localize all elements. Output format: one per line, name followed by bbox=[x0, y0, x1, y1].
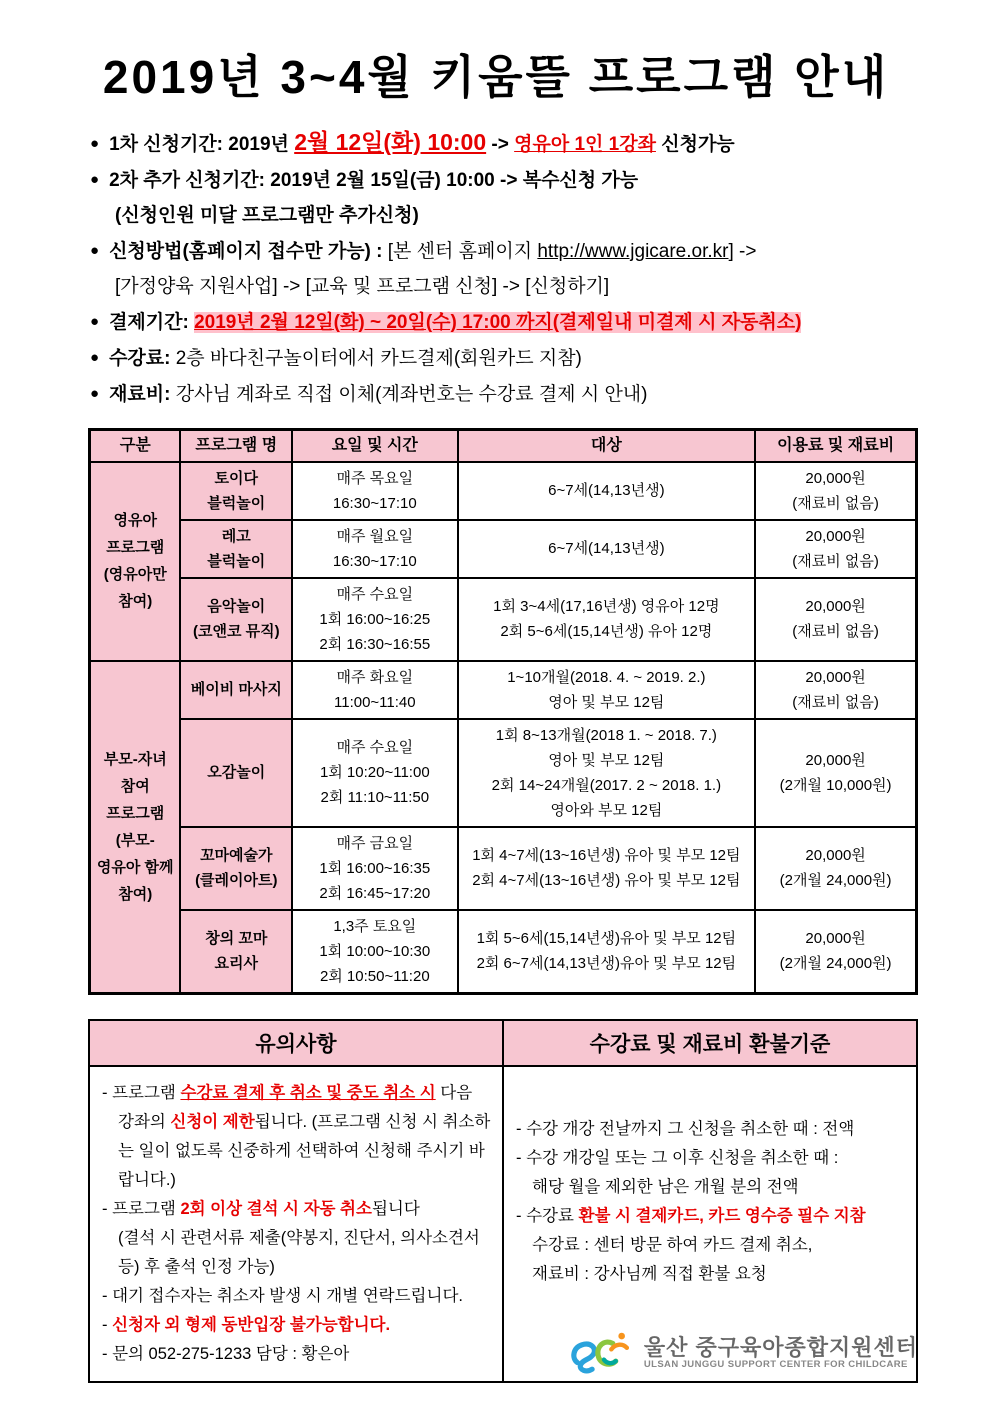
text-segment: 대기 접수자는 취소자 발생 시 개별 연락드립니다. bbox=[112, 1286, 463, 1305]
note-line bbox=[516, 1144, 906, 1173]
page-title: 2019년 3~4월 키움뜰 프로그램 안내 bbox=[102, 51, 890, 103]
bullet-line bbox=[90, 125, 932, 162]
text-segment: 신청방법(홈페이지 접수만 가능) : bbox=[109, 240, 388, 262]
cell-line: 오감놀이 bbox=[207, 764, 266, 782]
schedule-cell bbox=[292, 719, 457, 827]
bullet-list bbox=[90, 125, 932, 412]
fee-cell bbox=[755, 910, 916, 994]
cell-line: 영아 및 부모 12팀 bbox=[548, 751, 665, 769]
column-header: 대상 bbox=[458, 429, 756, 462]
program-name-cell bbox=[180, 910, 292, 994]
cell-line: 2회 4~7세(13~16년생) 유아 및 부모 12팀 bbox=[472, 872, 741, 890]
cell-line: 2회 5~6세(15,14년생) 유아 12명 bbox=[500, 623, 713, 641]
center-logo-icon bbox=[570, 1329, 632, 1377]
fee-cell bbox=[755, 578, 916, 661]
cell-line: 매주 화요일 bbox=[336, 668, 414, 686]
note-line bbox=[102, 1224, 492, 1282]
dash-marker: - bbox=[102, 1199, 113, 1218]
cell-line: 20,000원 bbox=[805, 598, 866, 616]
column-header: 요일 및 시간 bbox=[292, 429, 457, 462]
cell-line: 20,000원 bbox=[805, 847, 866, 865]
cell-line: (재료비 없음) bbox=[792, 693, 879, 711]
text-segment: [본 센터 홈페이지 bbox=[387, 240, 538, 262]
cell-line: 블럭놀이 bbox=[207, 494, 266, 512]
cell-line: 20,000원 bbox=[805, 751, 866, 769]
target-cell bbox=[458, 520, 756, 578]
bullet-icon: ● bbox=[90, 134, 100, 152]
dash-marker: - bbox=[516, 1206, 527, 1225]
target-cell bbox=[458, 719, 756, 827]
program-table-body bbox=[90, 462, 917, 994]
cell-line: 1회 3~4세(17,16년생) 영유아 12명 bbox=[493, 598, 720, 616]
note-line bbox=[516, 1202, 906, 1231]
text-segment: 수강료 결제 후 취소 및 중도 취소 시 bbox=[180, 1083, 436, 1102]
text-segment: 프로그램 bbox=[112, 1083, 181, 1102]
bullet-icon: ● bbox=[90, 312, 100, 330]
cell-line: 베이비 마사지 bbox=[190, 681, 282, 699]
program-table bbox=[88, 428, 918, 995]
cell-line: (코앤코 뮤직) bbox=[192, 623, 280, 641]
cell-line: 1회 4~7세(13~16년생) 유아 및 부모 12팀 bbox=[472, 847, 741, 865]
bullet-line bbox=[90, 198, 932, 233]
fee-cell bbox=[755, 661, 916, 719]
cell-line: 매주 월요일 bbox=[336, 527, 414, 545]
target-cell bbox=[458, 661, 756, 719]
notes-header-row bbox=[89, 1020, 917, 1066]
cell-line: 16:30~17:10 bbox=[332, 494, 417, 512]
cell-line: (2개월 24,000원) bbox=[779, 955, 892, 973]
text-segment: 2차 추가 신청기간: 2019년 2월 15일(금) 10:00 -> 복수신청 가능 bbox=[109, 169, 639, 191]
cell-line: 11:00~11:40 bbox=[334, 693, 416, 711]
cell-line: (부모- bbox=[115, 831, 155, 849]
text-segment: 수강 개강일 또는 그 이후 신청을 취소한 때 : bbox=[526, 1148, 839, 1167]
table-row bbox=[90, 462, 917, 520]
program-name-cell bbox=[180, 520, 292, 578]
column-header: 프로그램 명 bbox=[180, 429, 292, 462]
table-row bbox=[90, 827, 917, 910]
program-name-cell bbox=[180, 578, 292, 661]
text-segment: 결제기간: bbox=[109, 311, 195, 333]
bullet-icon: ● bbox=[90, 241, 100, 259]
note-line bbox=[102, 1195, 492, 1224]
note-line bbox=[102, 1079, 492, 1195]
dash-marker: - bbox=[102, 1083, 113, 1102]
text-segment: (결석 시 관련서류 제출(약봉지, 진단서, 의사소견서 등) 후 출석 인정 가능) bbox=[118, 1228, 480, 1276]
schedule-cell bbox=[292, 520, 457, 578]
cell-line: 참여) bbox=[118, 593, 153, 611]
note-line bbox=[516, 1231, 906, 1260]
text-segment: 재료비: bbox=[109, 383, 176, 405]
note-line bbox=[516, 1260, 906, 1289]
text-segment: 1차 신청기간: 2019년 bbox=[109, 133, 295, 155]
group-cell bbox=[90, 661, 181, 994]
note-line bbox=[516, 1173, 906, 1202]
schedule-cell bbox=[292, 462, 457, 520]
bullet-line bbox=[90, 269, 932, 304]
cell-line: 2회 16:45~17:20 bbox=[319, 884, 431, 902]
cell-line: 2회 16:30~16:55 bbox=[319, 635, 431, 653]
table-row bbox=[90, 578, 917, 661]
text-segment: 수강 개강 전날까지 그 신청을 취소한 때 : 전액 bbox=[526, 1119, 855, 1138]
cell-line: 1회 16:00~16:25 bbox=[319, 610, 431, 628]
cell-line: 1,3주 토요일 bbox=[333, 917, 417, 935]
text-segment: 됩니다. (프로그램 신청 시 취소하는 일이 없도록 신중하게 선택하여 신청해 주시기 바랍니다.) bbox=[118, 1112, 491, 1189]
program-name-cell bbox=[180, 462, 292, 520]
dash-marker: - bbox=[516, 1148, 527, 1167]
cell-line: 레고 bbox=[221, 527, 251, 545]
center-name-english: ULSAN JUNGGU SUPPORT CENTER FOR CHILDCARE bbox=[643, 1359, 908, 1371]
cell-line: 2회 10:50~11:20 bbox=[319, 967, 430, 985]
cell-line: (영유아만 bbox=[103, 566, 167, 584]
note-line bbox=[102, 1340, 492, 1369]
cell-line: (재료비 없음) bbox=[792, 494, 879, 512]
cell-line: 1회 10:20~11:00 bbox=[319, 764, 430, 782]
schedule-cell bbox=[292, 910, 457, 994]
fee-cell bbox=[755, 719, 916, 827]
center-website-link[interactable]: http://www.jgicare.or.kr bbox=[537, 240, 729, 262]
cell-line: 토이다 bbox=[214, 469, 259, 487]
text-segment: 프로그램 bbox=[112, 1199, 181, 1218]
text-segment: 재료비 : 강사님께 직접 환불 요청 bbox=[532, 1264, 767, 1283]
note-line bbox=[102, 1282, 492, 1311]
dash-marker: - bbox=[102, 1344, 113, 1363]
refund-title: 수강료 및 재료비 환불기준 bbox=[503, 1020, 917, 1066]
cell-line: 매주 금요일 bbox=[336, 834, 414, 852]
table-row bbox=[90, 910, 917, 994]
bullet-line bbox=[90, 376, 932, 412]
cell-line: 창의 꼬마 bbox=[205, 930, 268, 948]
table-row bbox=[90, 661, 917, 719]
cell-line: 참여) bbox=[118, 885, 153, 903]
dash-marker: - bbox=[102, 1286, 113, 1305]
program-name-cell bbox=[180, 827, 292, 910]
cell-line: 꼬마예술가 bbox=[200, 847, 273, 865]
text-segment: 됩니다 bbox=[371, 1199, 420, 1218]
text-segment: 강사님 계좌로 직접 이체(계좌번호는 수강료 결제 시 안내) bbox=[175, 383, 648, 405]
text-segment: 해당 월을 제외한 남은 개월 분의 전액 bbox=[532, 1177, 799, 1196]
cell-line: 부모-자녀 bbox=[103, 750, 167, 768]
target-cell bbox=[458, 827, 756, 910]
dash-marker: - bbox=[102, 1315, 113, 1334]
text-segment: -> bbox=[486, 133, 515, 155]
cell-line: 1회 16:00~16:35 bbox=[319, 859, 431, 877]
table-row bbox=[90, 520, 917, 578]
cell-line: 2회 11:10~11:50 bbox=[320, 789, 430, 807]
cell-line: 16:30~17:10 bbox=[332, 552, 417, 570]
bullet-icon: ● bbox=[90, 170, 100, 188]
cell-line: 20,000원 bbox=[805, 469, 866, 487]
cell-line: (클레이아트) bbox=[195, 872, 278, 890]
text-segment: 2월 12일(화) 10:00 bbox=[294, 128, 487, 155]
text-segment: 환불 시 결제카드, 카드 영수증 필수 지참 bbox=[578, 1206, 866, 1225]
target-cell bbox=[458, 462, 756, 520]
bullet-line bbox=[90, 233, 932, 269]
fee-cell bbox=[755, 520, 916, 578]
cell-line: 1회 5~6세(15,14년생)유아 및 부모 12팀 bbox=[476, 930, 737, 948]
cell-line: 2회 6~7세(14,13년생)유아 및 부모 12팀 bbox=[476, 955, 737, 973]
column-header: 구분 bbox=[90, 429, 181, 462]
note-line bbox=[102, 1311, 492, 1340]
center-logo bbox=[570, 1329, 918, 1377]
cell-line: 프로그램 bbox=[106, 539, 165, 557]
note-line bbox=[516, 1115, 906, 1144]
fee-cell bbox=[755, 827, 916, 910]
cell-line: 매주 목요일 bbox=[336, 469, 414, 487]
notices-title: 유의사항 bbox=[89, 1020, 503, 1066]
cell-line: 영유아 함께 bbox=[96, 858, 174, 876]
text-segment: 2층 바다친구놀이터에서 카드결제(회원카드 지참) bbox=[175, 347, 582, 369]
notices-cell bbox=[89, 1066, 503, 1382]
cell-line: 프로그램 bbox=[106, 804, 165, 822]
header-row bbox=[90, 429, 917, 462]
text-segment: 수강료 : 센터 방문 하여 카드 결제 취소, bbox=[532, 1235, 813, 1254]
cell-line: 1회 8~13개월(2018 1. ~ 2018. 7.) bbox=[495, 726, 717, 744]
group-cell bbox=[90, 462, 181, 661]
column-header: 이용료 및 재료비 bbox=[755, 429, 916, 462]
text-segment: 2회 이상 결석 시 자동 취소 bbox=[180, 1199, 372, 1218]
text-segment: 다음 강좌의 bbox=[118, 1083, 473, 1131]
cell-line: 2회 14~24개월(2017. 2 ~ 2018. 1.) bbox=[491, 776, 722, 794]
cell-line: (2개월 24,000원) bbox=[779, 872, 892, 890]
center-name-korean: 울산 중구육아종합지원센터 bbox=[643, 1334, 918, 1360]
cell-line: 매주 수요일 bbox=[336, 739, 414, 757]
text-segment: 영유아 1인 1강좌 bbox=[514, 133, 656, 155]
table-row bbox=[90, 719, 917, 827]
text-segment: [가정양육 지원사업] -> [교육 및 프로그램 신청] -> [신청하기] bbox=[115, 275, 610, 297]
cell-line: 영유아 bbox=[113, 512, 157, 530]
text-segment: 신청가능 bbox=[655, 133, 735, 155]
fee-cell bbox=[755, 462, 916, 520]
cell-line: 영아와 부모 12팀 bbox=[550, 801, 663, 819]
cell-line: 1~10개월(2018. 4. ~ 2019. 2.) bbox=[507, 668, 706, 686]
bullet-line bbox=[90, 162, 932, 198]
target-cell bbox=[458, 578, 756, 661]
cell-line: (재료비 없음) bbox=[792, 552, 879, 570]
cell-line: 블럭놀이 bbox=[207, 552, 266, 570]
program-table-header bbox=[90, 429, 917, 462]
schedule-cell bbox=[292, 827, 457, 910]
text-segment: 수강료: bbox=[109, 347, 176, 369]
text-segment: (신청인원 미달 프로그램만 추가신청) bbox=[115, 204, 419, 226]
text-segment: 문의 052-275-1233 담당 : 황은아 bbox=[112, 1344, 350, 1363]
bullet-icon: ● bbox=[90, 348, 100, 366]
text-segment: 2019년 2월 12일(화) ~ 20일(수) 17:00 까지 bbox=[194, 311, 553, 333]
notes-table bbox=[88, 1019, 918, 1383]
cell-line: 6~7세(14,13년생) bbox=[548, 540, 665, 558]
program-name-cell bbox=[180, 661, 292, 719]
dash-marker: - bbox=[516, 1119, 527, 1138]
text-segment: 신청자 외 형제 동반입장 불가능합니다. bbox=[112, 1315, 391, 1334]
cell-line: 요리사 bbox=[214, 955, 259, 973]
text-segment: (결제일내 미결제 시 자동취소) bbox=[552, 311, 802, 333]
cell-line: 20,000원 bbox=[805, 527, 866, 545]
program-name-cell bbox=[180, 719, 292, 827]
text-segment: ] -> bbox=[728, 240, 757, 262]
cell-line: (2개월 10,000원) bbox=[779, 776, 892, 794]
target-cell bbox=[458, 910, 756, 994]
cell-line: (재료비 없음) bbox=[792, 623, 879, 641]
cell-line: 영아 및 부모 12팀 bbox=[548, 693, 665, 711]
schedule-cell bbox=[292, 578, 457, 661]
center-name bbox=[644, 1335, 918, 1371]
cell-line: 1회 10:00~10:30 bbox=[319, 942, 431, 960]
bullet-line bbox=[90, 304, 932, 340]
cell-line: 음악놀이 bbox=[207, 598, 266, 616]
bullet-line bbox=[90, 340, 932, 376]
text-segment: 수강료 bbox=[526, 1206, 579, 1225]
cell-line: 6~7세(14,13년생) bbox=[548, 482, 665, 500]
cell-line: 참여 bbox=[120, 777, 150, 795]
cell-line: 20,000원 bbox=[805, 668, 866, 686]
schedule-cell bbox=[292, 661, 457, 719]
cell-line: 매주 수요일 bbox=[336, 585, 414, 603]
text-segment: 신청이 제한 bbox=[170, 1112, 255, 1131]
cell-line: 20,000원 bbox=[805, 930, 866, 948]
bullet-icon: ● bbox=[90, 384, 100, 402]
